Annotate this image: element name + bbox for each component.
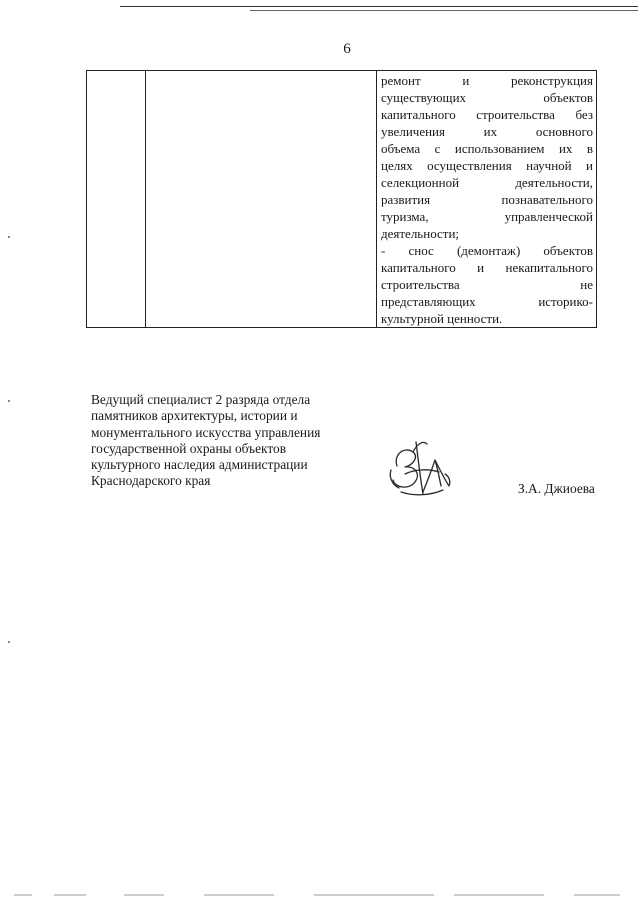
permitted-use-line: целях осуществления научной и	[381, 158, 593, 173]
permitted-use-line: представляющих историко-	[381, 294, 593, 309]
scan-speck	[8, 400, 10, 402]
top-border-rule-secondary	[250, 10, 638, 11]
table-cell-description	[146, 71, 377, 328]
permitted-use-line: - снос (демонтаж) объектов	[381, 243, 593, 258]
permitted-use-line: культурной ценности.	[381, 311, 503, 326]
permitted-use-line: объема с использованием их в	[381, 141, 593, 156]
signer-position-line: монументального искусства управления	[91, 424, 321, 440]
signer-position-line: памятников архитектуры, истории и	[91, 408, 298, 424]
permitted-use-line: строительства не	[381, 277, 593, 292]
signer-position-line: Ведущий специалист 2 разряда отдела	[91, 392, 311, 407]
signer-position	[91, 392, 320, 490]
table-cell-permitted-use	[377, 71, 597, 328]
scan-speck	[8, 236, 10, 238]
table-cell-number	[87, 71, 146, 328]
permitted-use-line: туризма, управленческой	[381, 209, 593, 224]
document-table	[86, 70, 597, 328]
permitted-use-line: увеличения их основного	[381, 124, 593, 139]
permitted-use-line: развития познавательного	[381, 192, 593, 207]
permitted-use-line: капитального и некапитального	[381, 260, 593, 275]
permitted-use-line: ремонт и реконструкция	[381, 73, 593, 88]
signer-position-line: культурного наследия администрации	[91, 457, 308, 473]
scan-bottom-noise	[14, 893, 626, 897]
permitted-use-text	[377, 71, 596, 327]
signer-position-line: государственной охраны объектов	[91, 440, 287, 456]
permitted-use-line: деятельности;	[381, 226, 460, 241]
signer-position-line: Краснодарского края	[91, 473, 211, 489]
top-border-rule	[120, 6, 638, 7]
permitted-use-line: селекционной деятельности,	[381, 175, 593, 190]
handwritten-signature	[383, 436, 459, 504]
signer-name: З.А. Джиоева	[518, 481, 595, 496]
permitted-use-line: существующих объектов	[381, 90, 593, 105]
table-row	[87, 71, 597, 328]
scan-speck	[8, 641, 10, 643]
page-number: 6	[343, 41, 351, 57]
permitted-use-line: капитального строительства без	[381, 107, 593, 122]
